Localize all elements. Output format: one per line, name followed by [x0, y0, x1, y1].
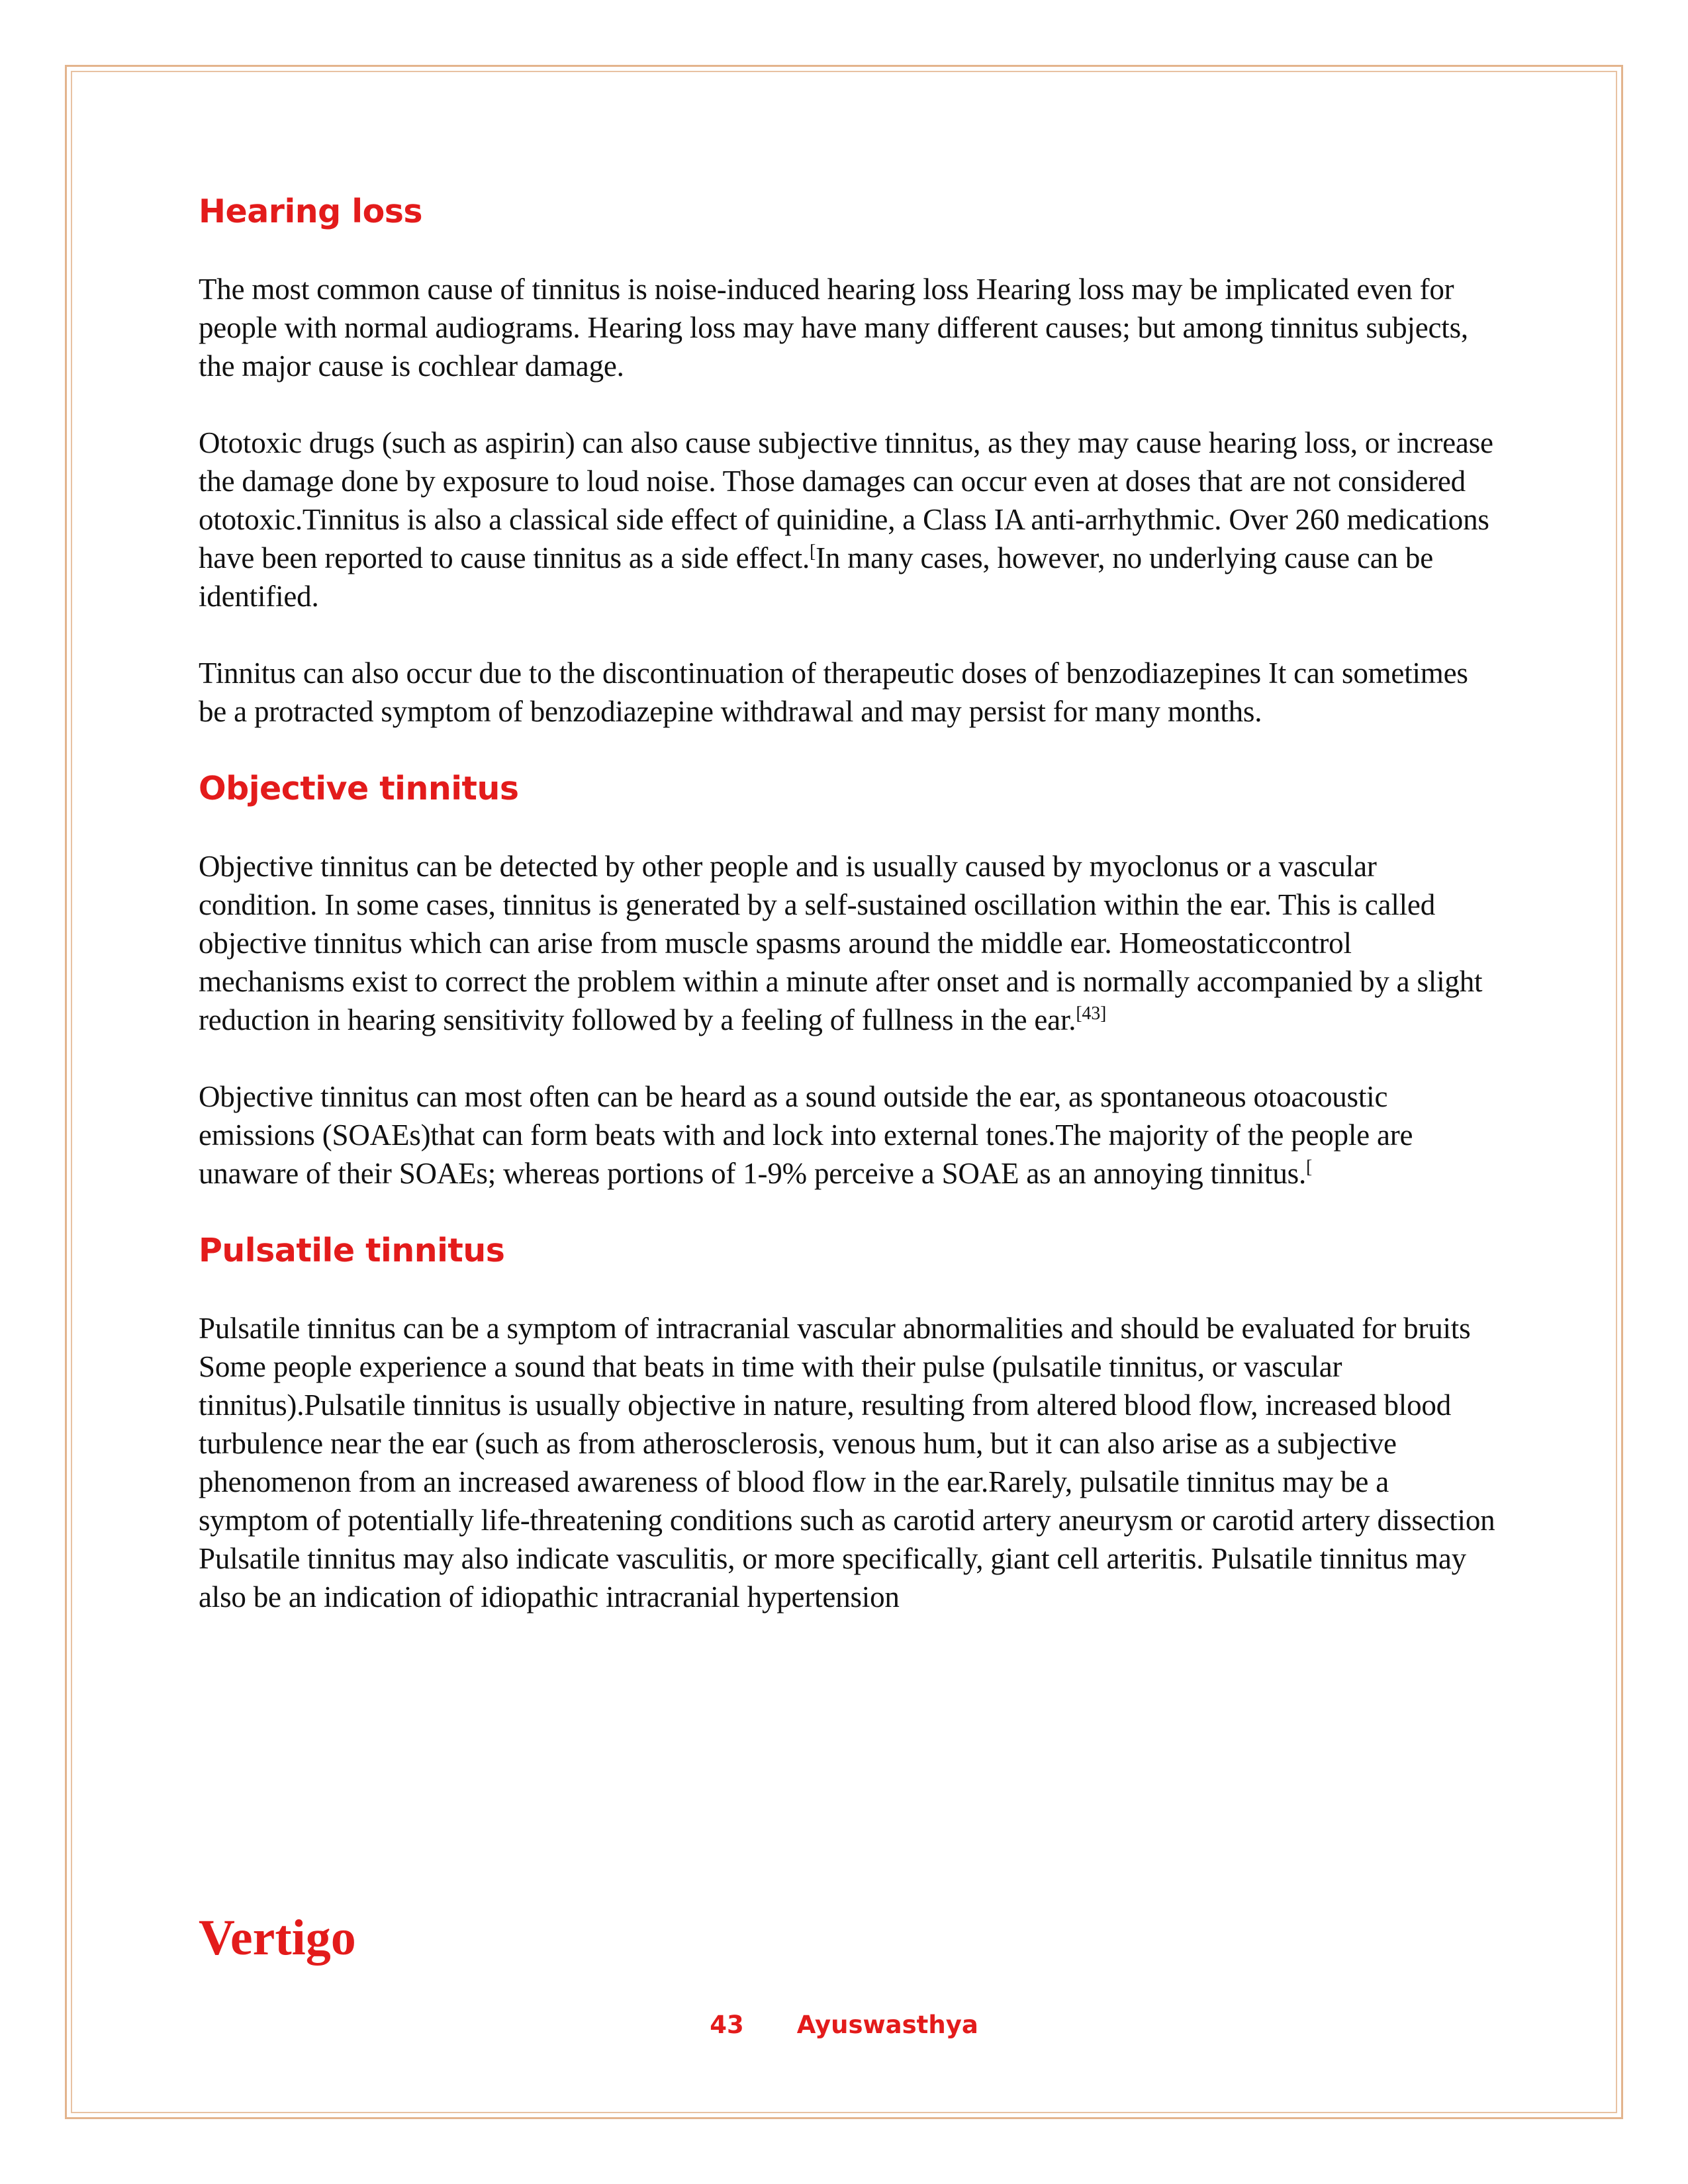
- citation-marker: [: [1306, 1157, 1313, 1177]
- paragraph: Ototoxic drugs (such as aspirin) can also cause subjective tinnitus, as they may cause hearing loss, or increase the damage done by exposure to loud noise. Those damages can occur even at doses that are not considered ototoxic.Tinnitus is also a classical side effect of quinidine, a Class IA anti-arrhythmic. Over 260 medications have been reported to cause tinnitus as a side effect.[In many cases, however, no underlying cause can be identified.: [199, 426, 1493, 613]
- section-heading-objective-tinnitus: Objective tinnitus: [199, 770, 519, 807]
- section-heading-pulsatile-tinnitus: Pulsatile tinnitus: [199, 1232, 505, 1269]
- paragraph: Pulsatile tinnitus can be a symptom of intracranial vascular abnormalities and should be evaluated for bruits Some people experience a sound that beats in time with their pulse (pulsatile tinnitus, or vascular tinnitus).Pulsatile tinnitus is usually objective in nature, resulting from altered blood flow, increased blood turbulence near the ear (such as from atherosclerosis, venous hum, but it can also arise as a subjective phenomenon from an increased awareness of blood flow in the ear.Rarely, pulsatile tinnitus may be a symptom of potentially life-threatening conditions such as carotid artery aneurysm or carotid artery dissection Pulsatile tinnitus may also indicate vasculitis, or more specifically, giant cell arteritis. Pulsatile tinnitus may also be an indication of idiopathic intracranial hypertension: [199, 1312, 1495, 1614]
- page-footer: [0, 2009, 1688, 2041]
- citation-marker: [43]: [1076, 1003, 1107, 1024]
- paragraph: The most common cause of tinnitus is noise-induced hearing loss Hearing loss may be implicated even for people with normal audiograms. Hearing loss may have many different causes; but among tinnitus subjects, the major cause is cochlear damage.: [199, 273, 1468, 383]
- publication-name: Ayuswasthya: [796, 2011, 978, 2039]
- section-heading-vertigo: Vertigo: [199, 1910, 356, 1966]
- paragraph: Objective tinnitus can most often can be heard as a sound outside the ear, as spontaneous otoacoustic emissions (SOAEs)that can form beats with and lock into external tones.The majority of the people are unaware of their SOAEs; whereas portions of 1-9% perceive a SOAE as an annoying tinnitus.[: [199, 1080, 1413, 1190]
- section-heading-hearing-loss: Hearing loss: [199, 193, 423, 230]
- page-number: 43: [710, 2011, 744, 2039]
- citation-marker: [: [810, 541, 816, 562]
- paragraph: Tinnitus can also occur due to the discontinuation of therapeutic doses of benzodiazepines It can sometimes be a protracted symptom of benzodiazepine withdrawal and may persist for many months.: [199, 657, 1468, 728]
- paragraph: Objective tinnitus can be detected by other people and is usually caused by myoclonus or a vascular condition. In some cases, tinnitus is generated by a self-sustained oscillation within the ear. This is called objective tinnitus which can arise from muscle spasms around the middle ear. Homeostaticcontrol mechanisms exist to correct the problem within a minute after onset and is normally accompanied by a slight reduction in hearing sensitivity followed by a feeling of fullness in the ear.[43]: [199, 850, 1483, 1036]
- page-content: [199, 192, 1496, 1616]
